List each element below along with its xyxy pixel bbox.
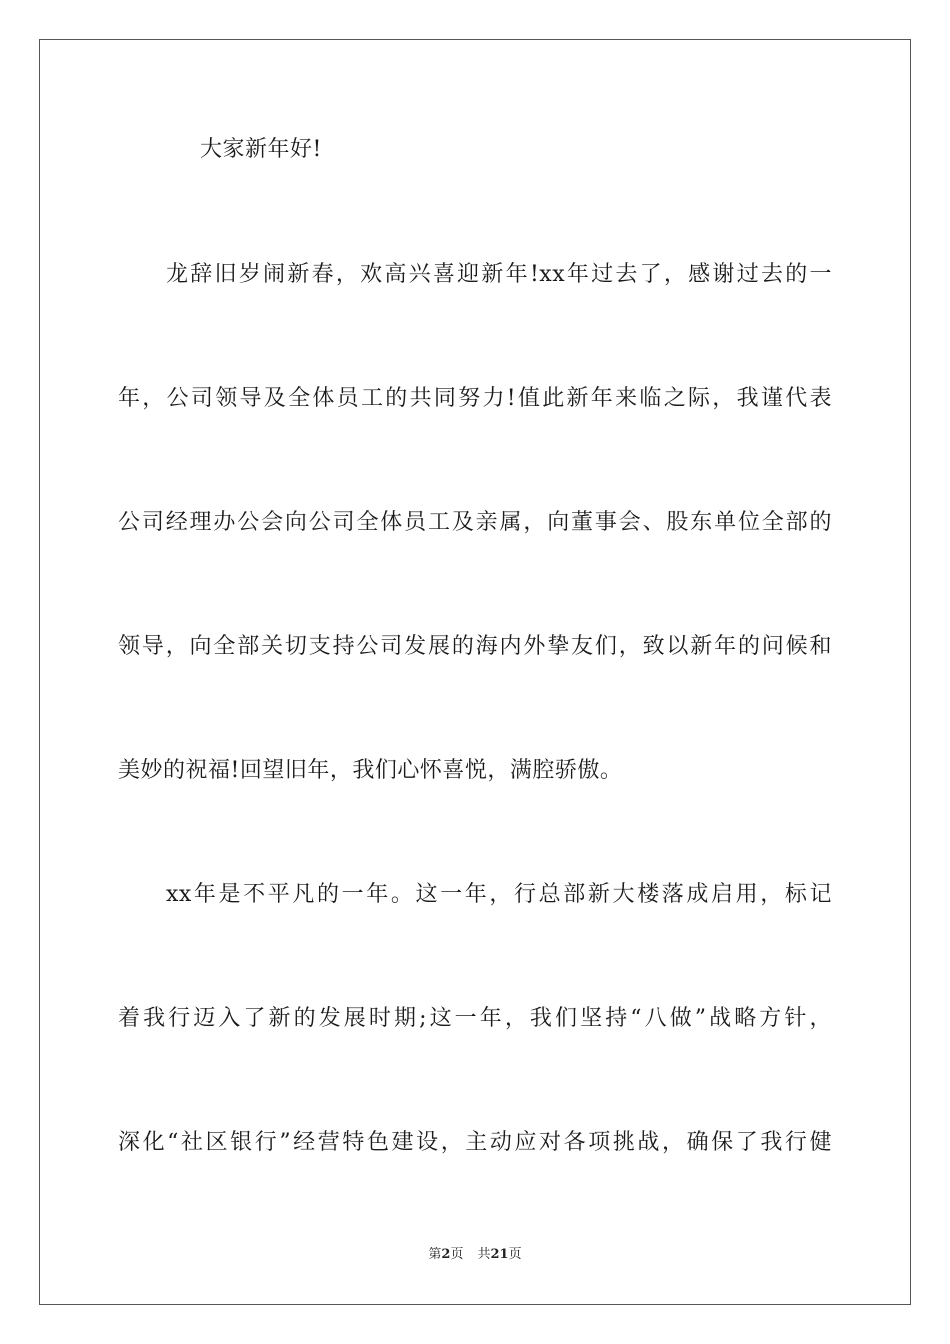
paragraph-line: 年，公司领导及全体员工的共同努力!值此新年来临之际，我谨代表 xyxy=(118,386,832,411)
paragraph-line: 深化“社区银行”经营特色建设，主动应对各项挑战，确保了我行健 xyxy=(118,1130,832,1155)
total-suffix: 页 xyxy=(508,1247,522,1262)
paragraph-line: 公司经理办公会向公司全体员工及亲属，向董事会、股东单位全部的 xyxy=(118,510,832,535)
total-pages: 21 xyxy=(490,1247,509,1262)
paragraph-line: 龙辞旧岁闹新春，欢高兴喜迎新年!xx年过去了，感谢过去的一 xyxy=(166,262,832,287)
page-prefix: 第 xyxy=(428,1247,442,1262)
total-prefix: 共 xyxy=(477,1247,491,1262)
paragraph-line: 着我行迈入了新的发展时期;这一年，我们坚持“八做”战略方针， xyxy=(118,1006,832,1031)
page-frame xyxy=(39,39,911,1305)
page-suffix: 页 xyxy=(450,1247,464,1262)
salutation: 大家新年好! xyxy=(200,137,322,162)
paragraph-line: 美妙的祝福!回望旧年，我们心怀喜悦，满腔骄傲。 xyxy=(118,758,623,783)
page-number: 2 xyxy=(441,1247,451,1262)
paragraph-line: 领导，向全部关切支持公司发展的海内外挚友们，致以新年的问候和 xyxy=(118,634,832,659)
paragraph-line: xx年是不平凡的一年。这一年，行总部新大楼落成启用，标记 xyxy=(166,882,832,907)
page-footer xyxy=(0,1246,950,1264)
